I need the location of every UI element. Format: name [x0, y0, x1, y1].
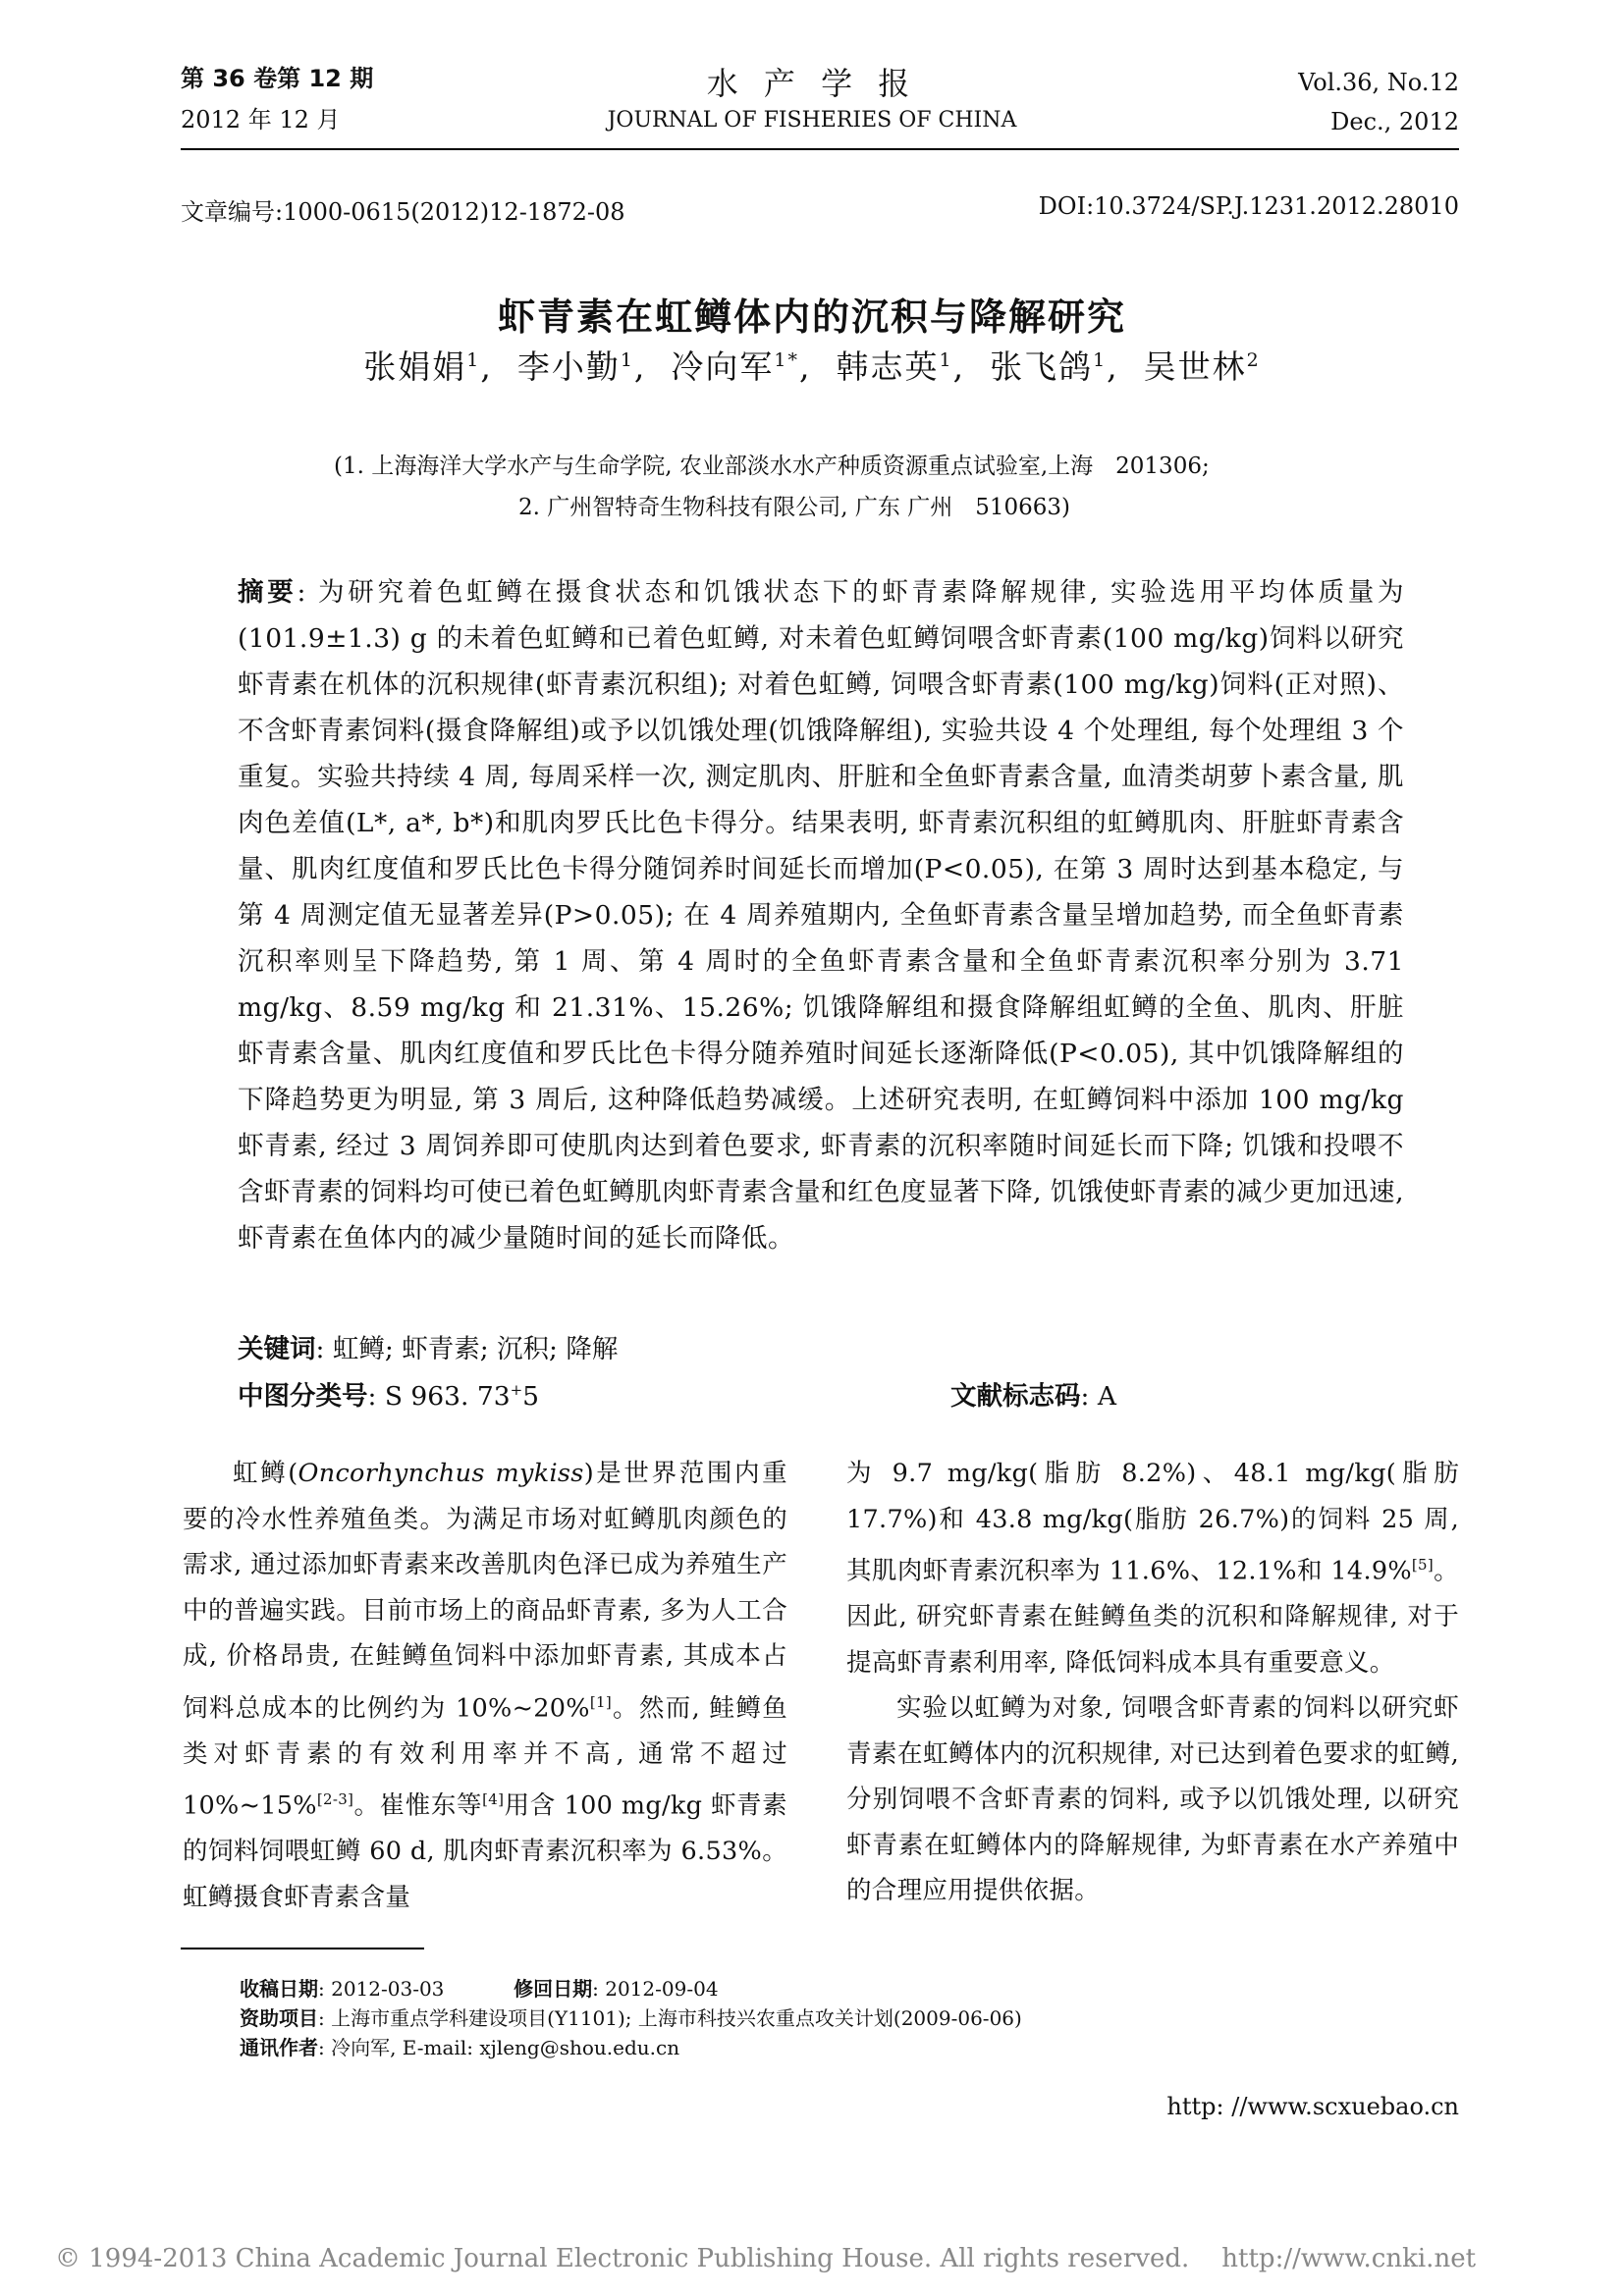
revised-label: 修回日期: [514, 1977, 593, 2001]
keywords-text: : 虹鳟; 虾青素; 沉积; 降解: [315, 1334, 619, 1364]
header-date-cn: 2012 年 12 月: [181, 106, 341, 133]
classification: [238, 1374, 539, 1413]
author-affiliation-mark: 1: [939, 349, 953, 371]
classification-code-sup: +: [510, 1381, 523, 1400]
document-code-value: : A: [1080, 1381, 1116, 1412]
author-affiliation-mark: 1: [1093, 349, 1108, 371]
footnote-dates: [240, 1975, 719, 2002]
author-affiliation-mark: 1*: [774, 349, 799, 371]
body-left-column: 虹鳟(Oncorhynchus mykiss)是世界范围内重要的冷水性养殖鱼类。为满足市场对虹鳟肌肉颜色的需求, 通过添加虾青素来改善肌肉色泽已成为养殖生产中的普遍实践。目前市场上的商品虾青素, 多为人工合成, 价格昂贵, 在鲑鳟鱼饲料中添加虾青素, 其成本占饲料总成本的比例约为 10%~20%[1]。然而, 鲑鳟鱼类对虾青素的有效利用率并不高, 通常不超过 10%~15%[2-3]。崔惟东等[4]用含 100 mg/kg 虾青素的饲料饲喂虹鳟 60 d, 肌肉虾青素沉积率为 6.53%。虹鳟摄食虾青素含量: [183, 1459, 787, 1912]
corresponding-text: : 冷向军, E-mail: xjleng@shou.edu.cn: [318, 2036, 680, 2059]
footnote-rule: [181, 1948, 424, 1949]
copyright-footer: © 1994-2013 China Academic Journal Electronic Publishing House. All rights reserved. http://www.cnki.net: [55, 2244, 1477, 2273]
author: 张飞鸽: [990, 347, 1094, 386]
footnote-corresponding: [240, 2034, 679, 2061]
author: 冷向军: [671, 347, 775, 386]
footnote-funding: [240, 2004, 1022, 2032]
keywords: [238, 1327, 618, 1365]
document-code-label: 文献标志码: [950, 1381, 1081, 1412]
author-affiliation-mark: 2: [1246, 349, 1261, 371]
corresponding-label: 通讯作者: [240, 2036, 318, 2059]
classification-code-tail: 5: [522, 1381, 540, 1412]
classification-label: 中图分类号: [238, 1381, 368, 1412]
document-code: [950, 1374, 1116, 1413]
author-affiliation-mark: 1: [466, 349, 481, 371]
author: 张娟娟: [363, 347, 467, 386]
funding-text: : 上海市重点学科建设项目(Y1101); 上海市科技兴农重点攻关计划(2009-06-06): [318, 2006, 1022, 2030]
affiliation-1: (1. 上海海洋大学水产与生命学院, 农业部淡水水产种质资源重点试验室,上海 201306;: [334, 454, 1210, 479]
journal-website: http: //www.scxuebao.cn: [1166, 2093, 1459, 2120]
author-list: 张娟娟$^1$, 李小勤$^1$, 冷向军$^{1*}$, 韩志英$^1$, 张飞鸽$^1$, 吴世林$^2$: [363, 347, 1261, 386]
body-right-column: 为 9.7 mg/kg(脂肪 8.2%)、48.1 mg/kg(脂肪 17.7%)和 43.8 mg/kg(脂肪 26.7%)的饲料 25 周, 其肌肉虾青素沉积率为 11.6%、12.1%和 14.9%[5]。因此, 研究虾青素在鲑鳟鱼类的沉积和降解规律, 对于提高虾青素利用率, 降低饲料成本具有重要意义。 实验以虹鳟为对象, 饲喂含虾青素的饲料以研究虾青素在虹鳟体内的沉积规律, 对已达到着色要求的虹鳟, 分别饲喂不含虾青素的饲料, 或予以饥饿处理, 以研究虾青素在虹鳟体内的降解规律, 为虾青素在水产养殖中的合理应用提供依据。: [846, 1459, 1459, 1905]
affiliation-2: 2. 广州智特奇生物科技有限公司, 广东 广州 510663): [518, 495, 1070, 520]
abstract-label: 摘要: [238, 577, 298, 608]
header-volume-issue-en: Vol.36, No.12: [1298, 69, 1459, 96]
received-date: : 2012-03-03: [318, 1977, 445, 2001]
header-date-en: Dec., 2012: [1330, 108, 1459, 135]
revised-date: : 2012-09-04: [592, 1977, 719, 2001]
author: 吴世林: [1143, 347, 1247, 386]
keywords-label: 关键词: [238, 1334, 316, 1364]
header-journal-cn: 水 产 学 报: [706, 65, 918, 102]
article-doi: DOI:10.3724/SP.J.1231.2012.28010: [1038, 192, 1459, 220]
classification-code: : S 963. 73: [367, 1381, 511, 1412]
author: 李小勤: [516, 347, 621, 386]
header-volume-issue-cn: 第 36 卷第 12 期: [181, 65, 374, 92]
funding-label: 资助项目: [240, 2006, 318, 2030]
header-journal-en: JOURNAL OF FISHERIES OF CHINA: [607, 108, 1017, 133]
article-number: 文章编号:1000-0615(2012)12-1872-08: [181, 198, 625, 226]
author-affiliation-mark: 1: [620, 349, 634, 371]
abstract: [238, 569, 1404, 1261]
author: 韩志英: [836, 347, 940, 386]
received-label: 收稿日期: [240, 1977, 318, 2001]
abstract-text: : 为研究着色虹鳟在摄食状态和饥饿状态下的虾青素降解规律, 实验选用平均体质量为(101.9±1.3) g 的未着色虹鳟和已着色虹鳟, 对未着色虹鳟饲喂含虾青素(100 mg/kg)饲料以研究虾青素在机体的沉积规律(虾青素沉积组); 对着色虹鳟, 饲喂含虾青素(100 mg/kg)饲料(正对照)、不含虾青素饲料(摄食降解组)或予以饥饿处理(饥饿降解组), 实验共设 4 个处理组, 每个处理组 3 个重复。实验共持续 4 周, 每周采样一次, 测定肌肉、肝脏和全鱼虾青素含量, 血清类胡萝卜素含量, 肌肉色差值(L*, a*, b*)和肌肉罗氏比色卡得分。结果表明, 虾青素沉积组的虹鳟肌肉、肝脏虾青素含量、肌肉红度值和罗氏比色卡得分随饲养时间延长而增加(P<0.05), 在第 3 周时达到基本稳定, 与第 4 周测定值无显著差异(P>0.05); 在 4 周养殖期内, 全鱼虾青素含量呈增加趋势, 而全鱼虾青素沉积率则呈下降趋势, 第 1 周、第 4 周时的全鱼虾青素含量和全鱼虾青素沉积率分别为 3.71 mg/kg、8.59 mg/kg 和 21.31%、15.26%; 饥饿降解组和摄食降解组虹鳟的全鱼、肌肉、肝脏虾青素含量、肌肉红度值和罗氏比色卡得分随养殖时间延长逐渐降低(P<0.05), 其中饥饿降解组的下降趋势更为明显, 第 3 周后, 这种降低趋势减缓。上述研究表明, 在虹鳟饲料中添加 100 mg/kg 虾青素, 经过 3 周饲养即可使肌肉达到着色要求, 虾青素的沉积率随时间延长而下降; 饥饿和投喂不含虾青素的饲料均可使已着色虹鳟肌肉虾青素含量和红色度显著下降, 饥饿使虾青素的减少更加迅速, 虾青素在鱼体内的减少量随时间的延长而降低。: [238, 577, 1404, 1254]
header-rule: [181, 148, 1459, 150]
article-title: 虾青素在虹鳟体内的沉积与降解研究: [497, 295, 1126, 339]
